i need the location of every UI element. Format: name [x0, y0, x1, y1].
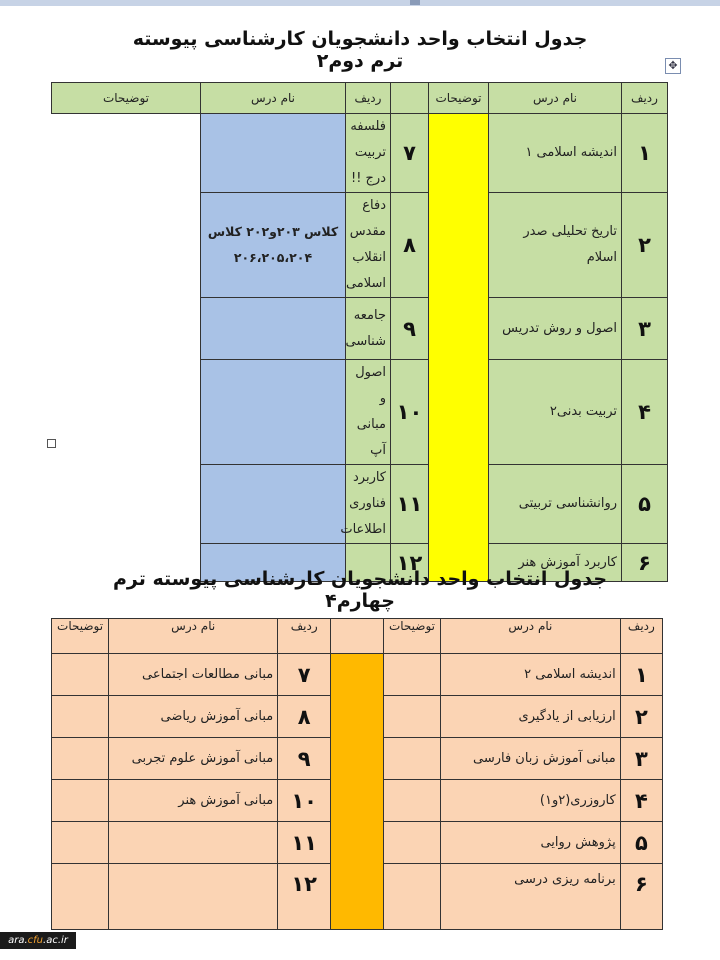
row-number: ۱۲: [278, 864, 331, 930]
row-number: ۱۱: [391, 465, 429, 544]
site-watermark: [0, 932, 76, 949]
table2-title: جدول انتخاب واحد دانشجویان کارشناسی پیوسته ترم چهارم۴: [112, 568, 608, 612]
row-number: ۱۰: [278, 780, 331, 822]
course-name: دفاع مقدس انقلاب اسلامی: [346, 193, 391, 298]
row-number: ۸: [278, 696, 331, 738]
header-notes: توضیحات: [52, 619, 109, 654]
divider-header: [391, 83, 429, 114]
header-row-no: ردیف: [620, 619, 662, 654]
course-name: مبانی آموزش ریاضی: [109, 696, 278, 738]
row-number: ۲: [622, 193, 668, 298]
table-row: [52, 298, 668, 360]
table-resize-handle[interactable]: [47, 439, 56, 448]
notes-cell: [52, 822, 109, 864]
table2-header-row: [52, 619, 663, 654]
header-notes: توضیحات: [383, 619, 440, 654]
header-course-name: نام درس: [109, 619, 278, 654]
notes-cell: [383, 864, 440, 930]
course-name: فلسفه تربیت درج !!: [346, 114, 391, 193]
course-name: کاربرد فناوری اطلاعات: [346, 465, 391, 544]
notes-cell: [383, 780, 440, 822]
watermark-suffix: .ac.ir: [43, 935, 68, 946]
course-name: اندیشه اسلامی ۲: [441, 654, 621, 696]
notes-cell: کلاس ۲۰۳و۲۰۲ کلاس ۲۰۶،۲۰۵،۲۰۴: [201, 193, 346, 298]
row-number: ۵: [620, 822, 662, 864]
header-row-no: ردیف: [346, 83, 391, 114]
notes-cell: [383, 654, 440, 696]
course-name: [109, 864, 278, 930]
header-row-no: ردیف: [278, 619, 331, 654]
table-move-handle-icon[interactable]: ✥: [665, 58, 681, 74]
notes-cell: [52, 780, 109, 822]
table-row: [52, 193, 668, 298]
divider-header: [331, 619, 384, 654]
course-name: تربیت بدنی۲: [489, 360, 622, 465]
course-name: کاروزری(۲و۱): [441, 780, 621, 822]
table1-title: جدول انتخاب واحد دانشجویان کارشناسی پیوسته ترم دوم۲: [132, 28, 588, 72]
watermark-prefix: ara.: [8, 935, 28, 946]
row-number: ۷: [278, 654, 331, 696]
table-row: [52, 114, 668, 193]
course-name: کاربرد آموزش هنر: [489, 544, 622, 582]
notes-cell: [201, 298, 346, 360]
course-name: مبانی آموزش علوم تجربی: [109, 738, 278, 780]
table1: [51, 82, 668, 582]
notes-cell: [201, 465, 346, 544]
notes-cell: [383, 822, 440, 864]
table2: [51, 618, 663, 930]
table1-header-row: [52, 83, 668, 114]
row-number: ۴: [622, 360, 668, 465]
row-number: ۱: [622, 114, 668, 193]
row-number: ۹: [391, 298, 429, 360]
yellow-divider: [429, 114, 489, 582]
course-name: [109, 822, 278, 864]
notes-cell: [201, 114, 346, 193]
course-name: مبانی آموزش زبان فارسی: [441, 738, 621, 780]
course-name: اصول و روش تدریس: [489, 298, 622, 360]
notes-cell: [383, 738, 440, 780]
row-number: ۳: [620, 738, 662, 780]
row-number: ۳: [622, 298, 668, 360]
ruler-bar: [0, 0, 720, 6]
course-name: اصول و مبانی آپ: [346, 360, 391, 465]
header-notes: توضیحات: [52, 83, 201, 114]
header-course-name: نام درس: [489, 83, 622, 114]
notes-cell: [52, 738, 109, 780]
row-number: ۵: [622, 465, 668, 544]
watermark-accent: cfu: [27, 935, 44, 946]
row-number: ۸: [391, 193, 429, 298]
row-number: ۴: [620, 780, 662, 822]
course-name: تاریخ تحلیلی صدر اسلام: [489, 193, 622, 298]
notes-cell: [52, 696, 109, 738]
course-name: ارزیابی از یادگیری: [441, 696, 621, 738]
header-row-no: ردیف: [622, 83, 668, 114]
row-number: ۱۰: [391, 360, 429, 465]
row-number: ۷: [391, 114, 429, 193]
row-number: ۱۱: [278, 822, 331, 864]
header-course-name: نام درس: [441, 619, 621, 654]
row-number: ۱۲: [391, 544, 429, 582]
row-number: ۶: [620, 864, 662, 930]
course-name: برنامه ریزی درسی: [441, 864, 621, 930]
row-number: ۱: [620, 654, 662, 696]
table-row: [52, 465, 668, 544]
course-name: روانشناسی تربیتی: [489, 465, 622, 544]
course-name: جامعه شناسی: [346, 298, 391, 360]
orange-divider: [331, 654, 384, 930]
table-row: [52, 654, 663, 696]
notes-cell: [52, 864, 109, 930]
course-name: پژوهش روایی: [441, 822, 621, 864]
course-name: مبانی مطالعات اجتماعی: [109, 654, 278, 696]
table-row: [52, 360, 668, 465]
row-number: ۹: [278, 738, 331, 780]
row-number: ۲: [620, 696, 662, 738]
course-name: مبانی آموزش هنر: [109, 780, 278, 822]
notes-cell: [201, 360, 346, 465]
ruler-marker[interactable]: [410, 0, 420, 5]
header-notes: توضیحات: [429, 83, 489, 114]
notes-cell: [52, 654, 109, 696]
header-course-name: نام درس: [201, 83, 346, 114]
course-name: اندیشه اسلامی ۱: [489, 114, 622, 193]
notes-cell: [383, 696, 440, 738]
row-number: ۶: [622, 544, 668, 582]
